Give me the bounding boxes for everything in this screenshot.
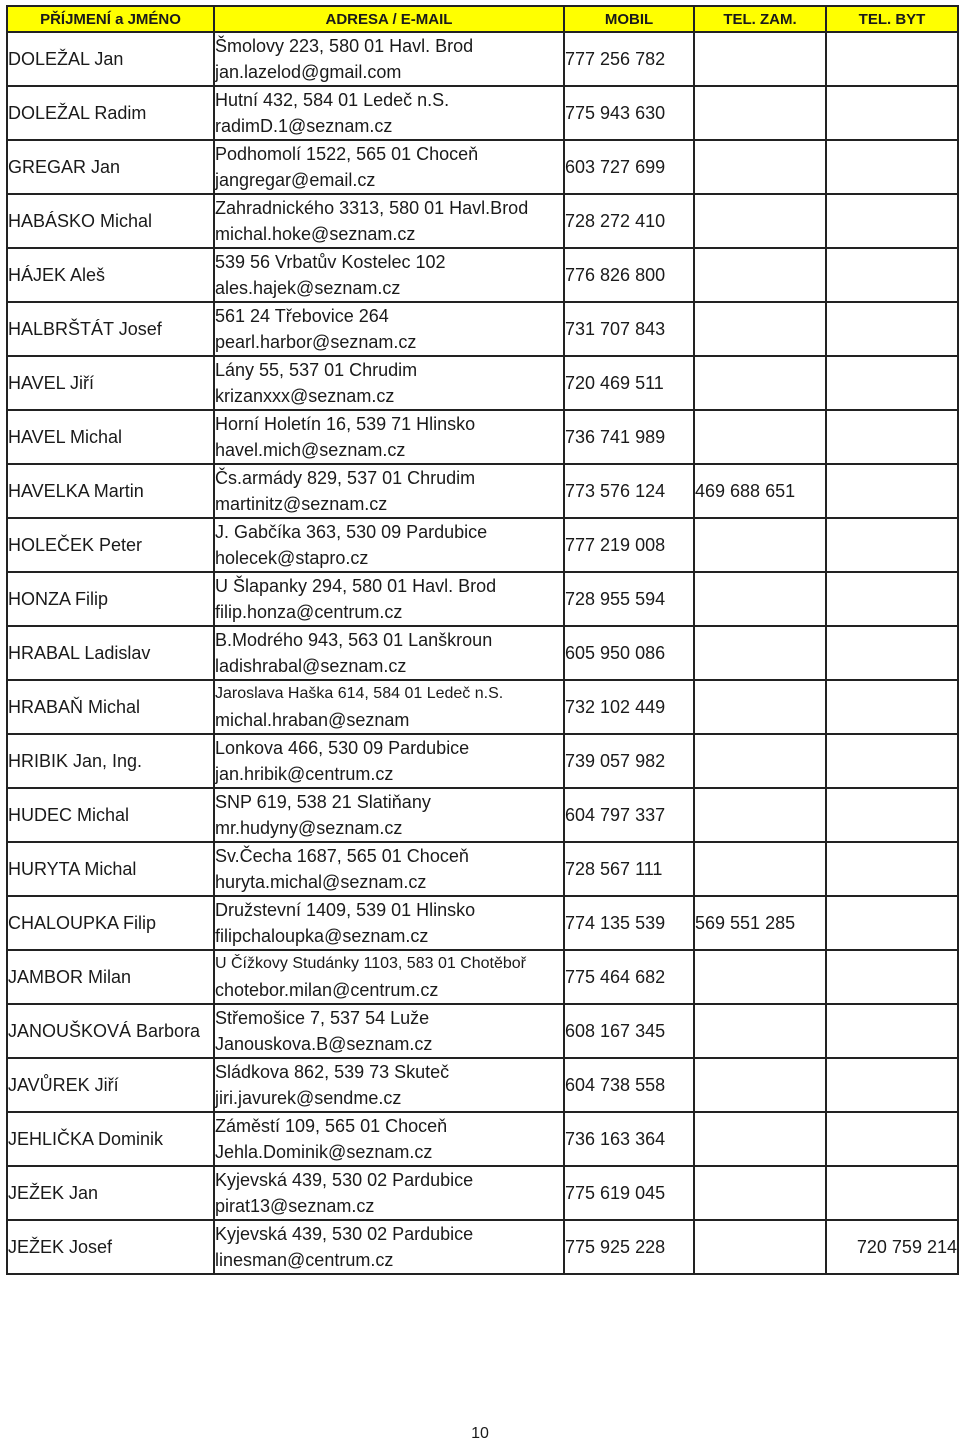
contact-address-cell bbox=[214, 86, 564, 140]
contact-name: HONZA Filip bbox=[7, 572, 214, 626]
table-row bbox=[7, 194, 958, 248]
table-row bbox=[7, 842, 958, 896]
contact-address-cell bbox=[214, 32, 564, 86]
contact-home-phone bbox=[826, 1112, 958, 1166]
contact-email: holecek@stapro.cz bbox=[215, 548, 369, 568]
contact-home-phone bbox=[826, 572, 958, 626]
contact-email: havel.mich@seznam.cz bbox=[215, 440, 406, 460]
contact-email: martinitz@seznam.cz bbox=[215, 494, 388, 514]
contact-work-phone bbox=[694, 626, 826, 680]
contact-name: JEŽEK Josef bbox=[7, 1220, 214, 1274]
contact-address: Horní Holetín 16, 539 71 Hlinsko bbox=[215, 414, 476, 434]
contact-email: radimD.1@seznam.cz bbox=[215, 116, 393, 136]
table-row bbox=[7, 1166, 958, 1220]
contact-home-phone bbox=[826, 842, 958, 896]
contact-address: Kyjevská 439, 530 02 Pardubice bbox=[215, 1224, 474, 1244]
contact-mobile: 608 167 345 bbox=[564, 1004, 694, 1058]
contact-name: DOLEŽAL Radim bbox=[7, 86, 214, 140]
contact-address: Družstevní 1409, 539 01 Hlinsko bbox=[215, 900, 476, 920]
contact-home-phone bbox=[826, 302, 958, 356]
page-number: 10 bbox=[471, 1425, 489, 1442]
contact-work-phone bbox=[694, 86, 826, 140]
table-row bbox=[7, 140, 958, 194]
contact-work-phone bbox=[694, 356, 826, 410]
contact-directory-table bbox=[6, 5, 959, 1275]
contact-mobile: 775 925 228 bbox=[564, 1220, 694, 1274]
contact-email: chotebor.milan@centrum.cz bbox=[215, 980, 439, 1000]
contact-address: Lány 55, 537 01 Chrudim bbox=[215, 360, 418, 380]
table-row bbox=[7, 356, 958, 410]
contact-address-cell bbox=[214, 1166, 564, 1220]
contact-home-phone bbox=[826, 1004, 958, 1058]
contact-address: U Šlapanky 294, 580 01 Havl. Brod bbox=[215, 576, 497, 596]
contact-mobile: 720 469 511 bbox=[564, 356, 694, 410]
contact-name: HAVEL Jiří bbox=[7, 356, 214, 410]
contact-address: Lonkova 466, 530 09 Pardubice bbox=[215, 738, 470, 758]
contact-mobile: 776 826 800 bbox=[564, 248, 694, 302]
table-row bbox=[7, 896, 958, 950]
contact-home-phone bbox=[826, 86, 958, 140]
table-row bbox=[7, 86, 958, 140]
contact-address-cell bbox=[214, 302, 564, 356]
contact-home-phone bbox=[826, 896, 958, 950]
contact-home-phone bbox=[826, 356, 958, 410]
contact-mobile: 728 272 410 bbox=[564, 194, 694, 248]
contact-mobile: 736 741 989 bbox=[564, 410, 694, 464]
contact-mobile: 777 256 782 bbox=[564, 32, 694, 86]
header-address: ADRESA / E-MAIL bbox=[214, 6, 564, 32]
contact-mobile: 774 135 539 bbox=[564, 896, 694, 950]
contact-address-cell bbox=[214, 1004, 564, 1058]
contact-home-phone: 720 759 214 bbox=[826, 1220, 958, 1274]
contact-email: mr.hudyny@seznam.cz bbox=[215, 818, 403, 838]
contact-mobile: 775 943 630 bbox=[564, 86, 694, 140]
contact-address-cell bbox=[214, 1112, 564, 1166]
contact-name: HRABAŇ Michal bbox=[7, 680, 214, 734]
contact-mobile: 777 219 008 bbox=[564, 518, 694, 572]
contact-address: Zahradnického 3313, 580 01 Havl.Brod bbox=[215, 198, 529, 218]
header-work-phone: TEL. ZAM. bbox=[694, 6, 826, 32]
table-row bbox=[7, 32, 958, 86]
contact-address-cell bbox=[214, 1058, 564, 1112]
table-header-row bbox=[7, 6, 958, 32]
contact-home-phone bbox=[826, 32, 958, 86]
contact-mobile: 603 727 699 bbox=[564, 140, 694, 194]
contact-home-phone bbox=[826, 788, 958, 842]
contact-email: huryta.michal@seznam.cz bbox=[215, 872, 427, 892]
contact-address: 561 24 Třebovice 264 bbox=[215, 306, 389, 326]
contact-address: SNP 619, 538 21 Slatiňany bbox=[215, 792, 431, 812]
contact-home-phone bbox=[826, 518, 958, 572]
contact-address-cell bbox=[214, 950, 564, 1004]
contact-address-cell bbox=[214, 194, 564, 248]
contact-address: Podhomolí 1522, 565 01 Choceň bbox=[215, 144, 479, 164]
contact-work-phone: 469 688 651 bbox=[694, 464, 826, 518]
table-row bbox=[7, 734, 958, 788]
contact-address-cell bbox=[214, 680, 564, 734]
header-home-phone: TEL. BYT bbox=[826, 6, 958, 32]
contact-home-phone bbox=[826, 1166, 958, 1220]
contact-address: Kyjevská 439, 530 02 Pardubice bbox=[215, 1170, 474, 1190]
contact-name: DOLEŽAL Jan bbox=[7, 32, 214, 86]
contact-address-cell bbox=[214, 734, 564, 788]
contact-address: U Čížkovy Studánky 1103, 583 01 Chotěboř bbox=[215, 955, 526, 972]
table-row bbox=[7, 1058, 958, 1112]
contact-work-phone bbox=[694, 680, 826, 734]
contact-name: JEHLIČKA Dominik bbox=[7, 1112, 214, 1166]
contact-work-phone: 569 551 285 bbox=[694, 896, 826, 950]
table-row bbox=[7, 410, 958, 464]
contact-email: pearl.harbor@seznam.cz bbox=[215, 332, 417, 352]
contact-address: Střemošice 7, 537 54 Luže bbox=[215, 1008, 430, 1028]
contact-mobile: 728 567 111 bbox=[564, 842, 694, 896]
contact-email: Janouskova.B@seznam.cz bbox=[215, 1034, 433, 1054]
contact-address: 539 56 Vrbatův Kostelec 102 bbox=[215, 252, 446, 272]
contact-work-phone bbox=[694, 1220, 826, 1274]
contact-email: linesman@centrum.cz bbox=[215, 1250, 394, 1270]
contact-address: Sv.Čecha 1687, 565 01 Choceň bbox=[215, 846, 469, 866]
contact-name: JAMBOR Milan bbox=[7, 950, 214, 1004]
contact-address: Sládkova 862, 539 73 Skuteč bbox=[215, 1062, 450, 1082]
contact-work-phone bbox=[694, 572, 826, 626]
contact-email: filipchaloupka@seznam.cz bbox=[215, 926, 429, 946]
table-row bbox=[7, 464, 958, 518]
contact-address-cell bbox=[214, 788, 564, 842]
contact-home-phone bbox=[826, 464, 958, 518]
contact-work-phone bbox=[694, 1004, 826, 1058]
contact-work-phone bbox=[694, 1058, 826, 1112]
table-row bbox=[7, 950, 958, 1004]
contact-address-cell bbox=[214, 842, 564, 896]
contact-work-phone bbox=[694, 140, 826, 194]
contact-email: Jehla.Dominik@seznam.cz bbox=[215, 1142, 433, 1162]
contact-home-phone bbox=[826, 680, 958, 734]
contact-email: ladishrabal@seznam.cz bbox=[215, 656, 407, 676]
contact-name: HAVEL Michal bbox=[7, 410, 214, 464]
contact-mobile: 728 955 594 bbox=[564, 572, 694, 626]
contact-email: filip.honza@centrum.cz bbox=[215, 602, 403, 622]
contact-email: jangregar@email.cz bbox=[215, 170, 376, 190]
contact-work-phone bbox=[694, 788, 826, 842]
table-row bbox=[7, 680, 958, 734]
contact-mobile: 775 619 045 bbox=[564, 1166, 694, 1220]
contact-mobile: 739 057 982 bbox=[564, 734, 694, 788]
contact-address-cell bbox=[214, 896, 564, 950]
contact-address: Šmolovy 223, 580 01 Havl. Brod bbox=[215, 36, 474, 56]
contact-name: CHALOUPKA Filip bbox=[7, 896, 214, 950]
contact-work-phone bbox=[694, 1112, 826, 1166]
contact-address-cell bbox=[214, 464, 564, 518]
contact-name: HAVELKA Martin bbox=[7, 464, 214, 518]
contact-work-phone bbox=[694, 248, 826, 302]
contact-name: HÁJEK Aleš bbox=[7, 248, 214, 302]
contact-address: Čs.armády 829, 537 01 Chrudim bbox=[215, 468, 476, 488]
table-row bbox=[7, 1112, 958, 1166]
contact-email: michal.hoke@seznam.cz bbox=[215, 224, 416, 244]
contact-work-phone bbox=[694, 32, 826, 86]
contact-mobile: 604 738 558 bbox=[564, 1058, 694, 1112]
contact-email: krizanxxx@seznam.cz bbox=[215, 386, 395, 406]
contact-home-phone bbox=[826, 194, 958, 248]
contact-home-phone bbox=[826, 950, 958, 1004]
contact-email: michal.hraban@seznam bbox=[215, 710, 410, 730]
contact-name: HALBRŠTÁT Josef bbox=[7, 302, 214, 356]
contact-address-cell bbox=[214, 248, 564, 302]
table-row bbox=[7, 788, 958, 842]
contact-name: JEŽEK Jan bbox=[7, 1166, 214, 1220]
contact-mobile: 604 797 337 bbox=[564, 788, 694, 842]
contact-work-phone bbox=[694, 950, 826, 1004]
table-row bbox=[7, 626, 958, 680]
contact-mobile: 736 163 364 bbox=[564, 1112, 694, 1166]
contact-mobile: 732 102 449 bbox=[564, 680, 694, 734]
contact-address-cell bbox=[214, 572, 564, 626]
contact-home-phone bbox=[826, 1058, 958, 1112]
contact-address-cell bbox=[214, 1220, 564, 1274]
contact-name: HURYTA Michal bbox=[7, 842, 214, 896]
contact-email: jan.lazelod@gmail.com bbox=[215, 62, 402, 82]
table-row bbox=[7, 1220, 958, 1274]
header-mobile: MOBIL bbox=[564, 6, 694, 32]
contact-email: jiri.javurek@sendme.cz bbox=[215, 1088, 402, 1108]
contact-name: GREGAR Jan bbox=[7, 140, 214, 194]
contact-work-phone bbox=[694, 410, 826, 464]
contact-address: Záměstí 109, 565 01 Choceň bbox=[215, 1116, 448, 1136]
table-row bbox=[7, 518, 958, 572]
table-row bbox=[7, 248, 958, 302]
contact-name: JAVŮREK Jiří bbox=[7, 1058, 214, 1112]
contact-address-cell bbox=[214, 626, 564, 680]
contact-mobile: 605 950 086 bbox=[564, 626, 694, 680]
contact-mobile: 731 707 843 bbox=[564, 302, 694, 356]
contact-address-cell bbox=[214, 140, 564, 194]
contact-work-phone bbox=[694, 842, 826, 896]
contact-name: HOLEČEK Peter bbox=[7, 518, 214, 572]
contact-address: Jaroslava Haška 614, 584 01 Ledeč n.S. bbox=[215, 685, 504, 702]
contact-work-phone bbox=[694, 734, 826, 788]
contact-home-phone bbox=[826, 734, 958, 788]
contact-home-phone bbox=[826, 410, 958, 464]
table-row bbox=[7, 302, 958, 356]
contact-address: J. Gabčíka 363, 530 09 Pardubice bbox=[215, 522, 488, 542]
contact-home-phone bbox=[826, 248, 958, 302]
contact-email: jan.hribik@centrum.cz bbox=[215, 764, 394, 784]
contact-work-phone bbox=[694, 1166, 826, 1220]
contact-address-cell bbox=[214, 410, 564, 464]
contact-name: JANOUŠKOVÁ Barbora bbox=[7, 1004, 214, 1058]
contact-home-phone bbox=[826, 140, 958, 194]
contact-name: HABÁSKO Michal bbox=[7, 194, 214, 248]
contact-address: B.Modrého 943, 563 01 Lanškroun bbox=[215, 630, 493, 650]
header-name: PŘÍJMENÍ a JMÉNO bbox=[7, 6, 214, 32]
contact-mobile: 775 464 682 bbox=[564, 950, 694, 1004]
contact-email: pirat13@seznam.cz bbox=[215, 1196, 375, 1216]
contact-email: ales.hajek@seznam.cz bbox=[215, 278, 401, 298]
table-row bbox=[7, 572, 958, 626]
contact-name: HUDEC Michal bbox=[7, 788, 214, 842]
contact-work-phone bbox=[694, 194, 826, 248]
table-row bbox=[7, 1004, 958, 1058]
contact-home-phone bbox=[826, 626, 958, 680]
contact-mobile: 773 576 124 bbox=[564, 464, 694, 518]
contact-address: Hutní 432, 584 01 Ledeč n.S. bbox=[215, 90, 450, 110]
contact-name: HRABAL Ladislav bbox=[7, 626, 214, 680]
contact-work-phone bbox=[694, 518, 826, 572]
contact-name: HRIBIK Jan, Ing. bbox=[7, 734, 214, 788]
contact-address-cell bbox=[214, 356, 564, 410]
contact-work-phone bbox=[694, 302, 826, 356]
contact-address-cell bbox=[214, 518, 564, 572]
